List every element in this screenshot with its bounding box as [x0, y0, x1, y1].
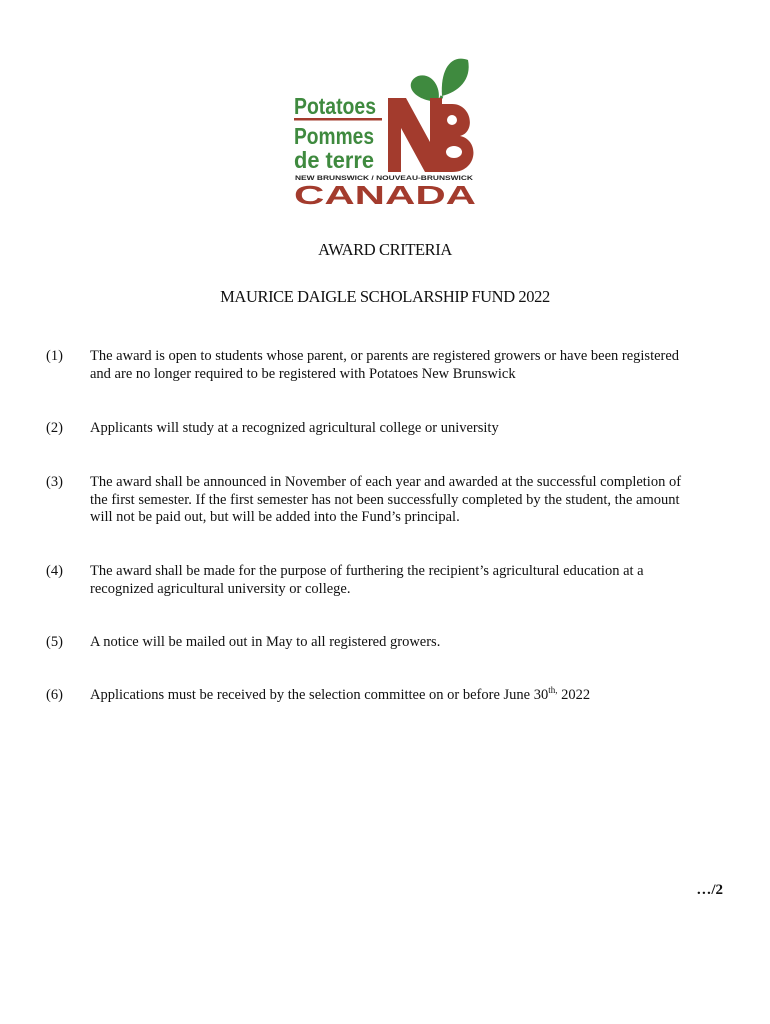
monogram-n [388, 98, 442, 172]
item-text: The award is open to students whose parent, or parents are registered growers or have been registered and are no longer required to be registered with Potatoes New Brunswick [90, 348, 680, 382]
item-text: Applications must be received by the selection committee on or before June $30^{th,}$ 2022 [90, 685, 591, 703]
item-number: (3) [46, 474, 63, 490]
logo-word-potatoes: Potatoes [294, 93, 376, 119]
award-criteria-heading: AWARD CRITERIA [318, 240, 452, 259]
item-number: (5) [46, 634, 63, 650]
fund-title-heading: MAURICE DAIGLE SCHOLARSHIP FUND 2022 [220, 287, 550, 306]
logo-country: CANADA [294, 180, 477, 206]
logo-region: NEW BRUNSWICK / NOUVEAU-BRUNSWICK [295, 175, 474, 182]
item-text: Applicants will study at a recognized agricultural college or university [90, 420, 499, 436]
item-number: (4) [46, 563, 63, 579]
potatoes-nb-logo [292, 52, 478, 206]
item-text: The award shall be announced in November of each year and awarded at the successful completion of the first semester. If the first semester has not been successfully completed by the student, the amount will not be paid out, but will be added into the Fund’s principal. [90, 474, 682, 525]
leaf-icon [442, 59, 469, 96]
page-continuation-marker: …/2 [696, 882, 723, 898]
item-number: (2) [46, 420, 63, 436]
ordinal-suffix: th, [548, 685, 558, 696]
item-number: (6) [46, 687, 63, 703]
item-text: A notice will be mailed out in May to all registered growers. [90, 634, 441, 650]
monogram-b [438, 104, 473, 172]
logo-graphic [292, 52, 478, 206]
item-text: The award shall be made for the purpose of furthering the recipient’s agricultural education at a recognized agricultural university or college. [90, 563, 644, 597]
logo-word-de-terre: de terre [294, 147, 374, 173]
logo-word-pommes: Pommes [294, 123, 374, 149]
item-number: (1) [46, 348, 63, 364]
